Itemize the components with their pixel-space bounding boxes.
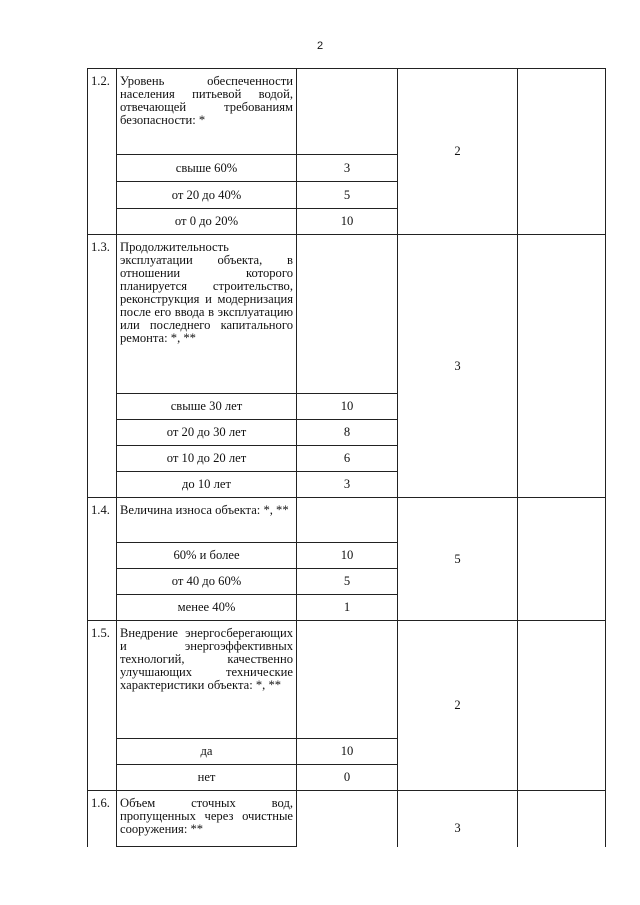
page-number: 2 (316, 40, 324, 52)
option-label: от 20 до 30 лет (117, 420, 297, 446)
criterion-notes (518, 235, 606, 498)
option-label: от 40 до 60% (117, 569, 297, 595)
option-label: от 20 до 40% (117, 182, 297, 209)
criterion-weight: 3 (398, 791, 518, 847)
option-points: 8 (297, 420, 398, 446)
criteria-table (87, 68, 606, 847)
criterion-row (88, 498, 606, 543)
criterion-weight: 2 (398, 621, 518, 791)
criterion-points-blank (297, 498, 398, 543)
criterion-title: Величина износа объекта: *, ** (117, 498, 297, 543)
criterion-title: Продолжительность эксплуатации объекта, в отношении которого планируется строительство, реконструкция и модернизация после его ввода в эксплуатацию или последнего капитального ремонта: *, ** (117, 235, 297, 394)
criterion-number: 1.5. (88, 621, 117, 791)
criterion-row (88, 791, 606, 847)
criterion-weight: 3 (398, 235, 518, 498)
option-label: свыше 60% (117, 155, 297, 182)
criterion-row (88, 69, 606, 155)
option-label: 60% и более (117, 543, 297, 569)
criterion-number: 1.3. (88, 235, 117, 498)
criterion-points-blank (297, 69, 398, 155)
criterion-points-blank (297, 621, 398, 739)
criterion-notes (518, 69, 606, 235)
option-points: 5 (297, 569, 398, 595)
option-points: 10 (297, 209, 398, 235)
option-label: нет (117, 765, 297, 791)
criterion-points-blank (297, 235, 398, 394)
option-points: 3 (297, 472, 398, 498)
option-points: 3 (297, 155, 398, 182)
criterion-notes (518, 621, 606, 791)
option-label: от 10 до 20 лет (117, 446, 297, 472)
criterion-weight: 2 (398, 69, 518, 235)
option-label: до 10 лет (117, 472, 297, 498)
option-points: 1 (297, 595, 398, 621)
criterion-row (88, 235, 606, 394)
criterion-title: Внедрение энергосберегающих и энергоэффективных технологий, качественно улучшающих технические характеристики объекта: *, ** (117, 621, 297, 739)
option-label: свыше 30 лет (117, 394, 297, 420)
option-points: 6 (297, 446, 398, 472)
option-label: менее 40% (117, 595, 297, 621)
option-points: 0 (297, 765, 398, 791)
criterion-row (88, 621, 606, 739)
option-points: 10 (297, 543, 398, 569)
criterion-number: 1.2. (88, 69, 117, 235)
criterion-weight: 5 (398, 498, 518, 621)
criterion-title: Уровень обеспеченности населения питьевой водой, отвечающей требованиям безопасности: * (117, 69, 297, 155)
option-points: 10 (297, 739, 398, 765)
criterion-title: Объем сточных вод, пропущенных через очистные сооружения: ** (117, 791, 297, 847)
option-label: от 0 до 20% (117, 209, 297, 235)
criterion-points-blank (297, 791, 398, 847)
option-points: 5 (297, 182, 398, 209)
criterion-number: 1.6. (88, 791, 117, 847)
criterion-notes (518, 791, 606, 847)
criterion-notes (518, 498, 606, 621)
option-label: да (117, 739, 297, 765)
criterion-number: 1.4. (88, 498, 117, 621)
option-points: 10 (297, 394, 398, 420)
